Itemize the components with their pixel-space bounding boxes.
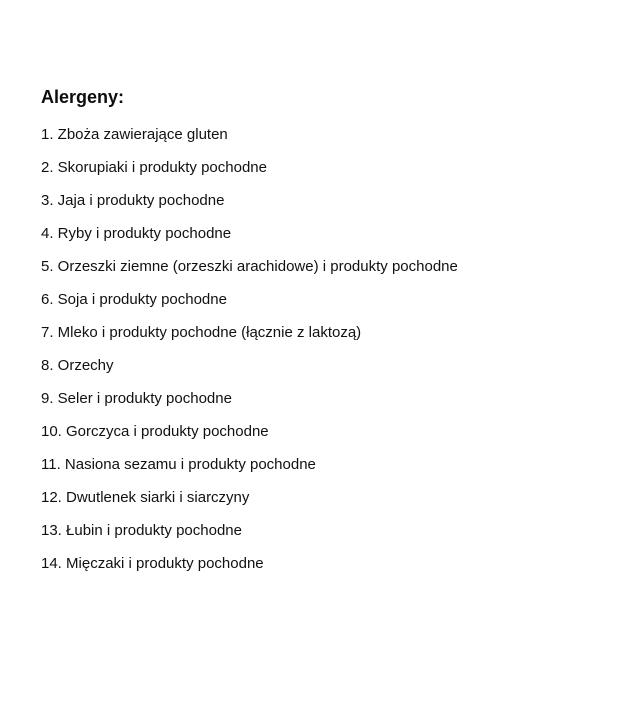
allergen-item: 7. Mleko i produkty pochodne (łącznie z laktozą) (41, 324, 362, 341)
allergen-list (41, 118, 608, 580)
allergen-item: 12. Dwutlenek siarki i siarczyny (41, 489, 250, 506)
allergen-item: 11. Nasiona sezamu i produkty pochodne (41, 456, 316, 473)
allergen-item: 6. Soja i produkty pochodne (41, 291, 227, 308)
allergen-item: 13. Łubin i produkty pochodne (41, 522, 242, 539)
document-title: Alergeny: (41, 87, 125, 107)
allergen-item: 5. Orzeszki ziemne (orzeszki arachidowe) i produkty pochodne (41, 258, 458, 275)
allergen-item: 1. Zboża zawierające gluten (41, 126, 228, 143)
allergen-item: 9. Seler i produkty pochodne (41, 390, 232, 407)
allergen-item: 4. Ryby i produkty pochodne (41, 225, 232, 242)
allergen-item: 8. Orzechy (41, 357, 114, 374)
allergen-item: 3. Jaja i produkty pochodne (41, 192, 225, 209)
allergen-document (41, 86, 608, 580)
allergen-item: 2. Skorupiaki i produkty pochodne (41, 159, 267, 176)
allergen-item: 14. Mięczaki i produkty pochodne (41, 555, 264, 572)
allergen-item: 10. Gorczyca i produkty pochodne (41, 423, 269, 440)
